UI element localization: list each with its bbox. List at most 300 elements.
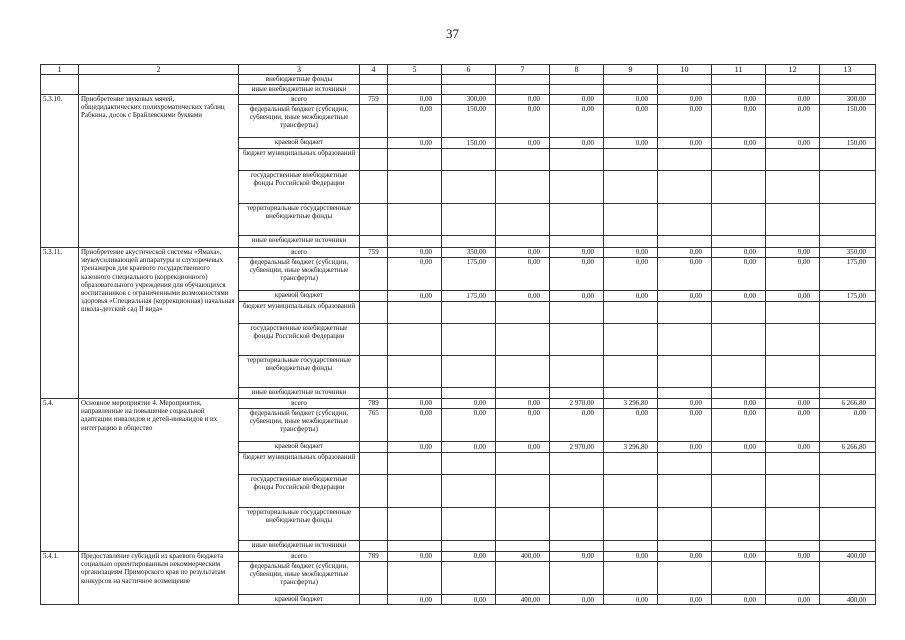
amount-cell: 0,00 <box>388 291 442 302</box>
amount-cell <box>388 453 442 475</box>
amount-cell: 400,00 <box>820 552 876 562</box>
amount-cell: 0,00 <box>712 105 766 138</box>
amount-cell <box>658 324 712 356</box>
item-title-cell: Приобретение акустической системы «Ямаха», звукоусиливающей аппаратуры и слухоречевых тренажеров для краевого государственного казенного специального (коррекционного) образовательного учреждения для обучающихся воспитанников с ограниченными возможностями здоровья «Специальная (коррекционная) начальная школа-детский сад II вида» <box>79 248 239 399</box>
amount-cell <box>712 149 766 171</box>
amount-cell <box>820 562 876 595</box>
table-row <box>41 399 876 409</box>
funding-source-cell: федеральный бюджет (субсидии, субвенции, иные межбюджетные трансферты) <box>239 105 360 138</box>
funding-source-cell: бюджет муниципальных образований <box>239 149 360 171</box>
amount-cell <box>496 453 550 475</box>
amount-cell: 150,00 <box>820 105 876 138</box>
code-cell <box>360 291 388 302</box>
amount-cell <box>658 236 712 248</box>
code-cell: 759 <box>360 248 388 258</box>
funding-source-cell: краевой бюджет <box>239 442 360 453</box>
amount-cell: 0,00 <box>496 258 550 291</box>
amount-cell <box>604 562 658 595</box>
amount-cell: 0,00 <box>550 95 604 105</box>
amount-cell: 0,00 <box>712 291 766 302</box>
amount-cell <box>820 453 876 475</box>
amount-cell <box>388 562 442 595</box>
amount-cell: 3 296,80 <box>604 399 658 409</box>
amount-cell <box>658 204 712 236</box>
amount-cell: 0,00 <box>712 409 766 442</box>
amount-cell: 0,00 <box>496 105 550 138</box>
amount-cell <box>712 453 766 475</box>
amount-cell: 0,00 <box>442 399 496 409</box>
amount-cell: 0,00 <box>496 95 550 105</box>
amount-cell <box>604 356 658 388</box>
amount-cell <box>820 85 876 95</box>
amount-cell: 0,00 <box>388 258 442 291</box>
amount-cell <box>604 541 658 552</box>
amount-cell: 150,00 <box>442 105 496 138</box>
amount-cell <box>820 388 876 399</box>
amount-cell <box>604 475 658 508</box>
amount-cell: 0,00 <box>496 399 550 409</box>
amount-cell <box>766 475 820 508</box>
column-header: 2 <box>79 65 239 75</box>
amount-cell: 0,00 <box>604 248 658 258</box>
amount-cell <box>820 75 876 85</box>
amount-cell: 0,00 <box>712 258 766 291</box>
amount-cell <box>712 475 766 508</box>
amount-cell <box>712 508 766 541</box>
amount-cell: 0,00 <box>496 138 550 149</box>
amount-cell <box>820 324 876 356</box>
funding-source-cell: территориальные государственные внебюджетные фонды <box>239 508 360 541</box>
amount-cell <box>496 149 550 171</box>
table-row <box>41 248 876 258</box>
amount-cell <box>442 149 496 171</box>
item-number-cell: 5.3.10. <box>41 95 79 248</box>
amount-cell: 0,00 <box>550 552 604 562</box>
amount-cell <box>712 562 766 595</box>
item-title-cell <box>79 75 239 95</box>
funding-source-cell: внебюджетные фонды <box>239 75 360 85</box>
amount-cell <box>388 302 442 324</box>
item-number-cell <box>41 75 79 95</box>
amount-cell <box>604 204 658 236</box>
code-cell: 789 <box>360 399 388 409</box>
amount-cell <box>550 85 604 95</box>
amount-cell: 0,00 <box>766 95 820 105</box>
amount-cell <box>550 324 604 356</box>
funding-source-cell: краевой бюджет <box>239 138 360 149</box>
amount-cell <box>604 236 658 248</box>
amount-cell: 0,00 <box>820 409 876 442</box>
amount-cell: 150,00 <box>820 138 876 149</box>
amount-cell: 0,00 <box>550 595 604 605</box>
column-header: 6 <box>442 65 496 75</box>
code-cell <box>360 595 388 605</box>
amount-cell <box>550 508 604 541</box>
table-row <box>41 95 876 105</box>
amount-cell: 6 266,80 <box>820 399 876 409</box>
amount-cell: 0,00 <box>388 595 442 605</box>
amount-cell: 0,00 <box>712 442 766 453</box>
amount-cell: 6 266,80 <box>820 442 876 453</box>
amount-cell <box>712 85 766 95</box>
amount-cell <box>712 171 766 204</box>
code-cell <box>360 324 388 356</box>
amount-cell <box>388 541 442 552</box>
amount-cell <box>442 75 496 85</box>
amount-cell <box>766 356 820 388</box>
amount-cell: 400,00 <box>820 595 876 605</box>
code-cell <box>360 453 388 475</box>
amount-cell <box>496 356 550 388</box>
amount-cell <box>496 75 550 85</box>
amount-cell: 0,00 <box>766 595 820 605</box>
amount-cell <box>820 149 876 171</box>
funding-source-cell: государственные внебюджетные фонды Российской Федерации <box>239 475 360 508</box>
code-cell <box>360 105 388 138</box>
amount-cell: 0,00 <box>658 105 712 138</box>
amount-cell <box>388 356 442 388</box>
amount-cell: 0,00 <box>766 552 820 562</box>
amount-cell <box>766 453 820 475</box>
amount-cell: 0,00 <box>388 552 442 562</box>
funding-source-cell: иные внебюджетные источники <box>239 85 360 95</box>
amount-cell: 0,00 <box>442 442 496 453</box>
amount-cell <box>712 75 766 85</box>
funding-source-cell: всего <box>239 95 360 105</box>
amount-cell <box>550 475 604 508</box>
funding-source-cell: иные внебюджетные источники <box>239 236 360 248</box>
amount-cell: 175,00 <box>442 258 496 291</box>
amount-cell <box>604 171 658 204</box>
amount-cell <box>550 204 604 236</box>
amount-cell: 2 970,00 <box>550 442 604 453</box>
amount-cell <box>388 324 442 356</box>
amount-cell <box>766 562 820 595</box>
amount-cell <box>712 541 766 552</box>
column-header: 11 <box>712 65 766 75</box>
column-header: 3 <box>239 65 360 75</box>
item-number-cell: 5.4.1. <box>41 552 79 605</box>
amount-cell <box>658 388 712 399</box>
amount-cell: 0,00 <box>496 248 550 258</box>
amount-cell <box>766 236 820 248</box>
amount-cell: 0,00 <box>550 248 604 258</box>
amount-cell: 0,00 <box>712 552 766 562</box>
code-cell <box>360 302 388 324</box>
amount-cell: 350,00 <box>820 248 876 258</box>
amount-cell: 150,00 <box>442 138 496 149</box>
amount-cell <box>712 302 766 324</box>
amount-cell <box>766 388 820 399</box>
amount-cell <box>766 75 820 85</box>
amount-cell <box>820 508 876 541</box>
amount-cell: 0,00 <box>388 409 442 442</box>
amount-cell <box>820 541 876 552</box>
amount-cell <box>604 302 658 324</box>
amount-cell <box>496 171 550 204</box>
column-header: 10 <box>658 65 712 75</box>
amount-cell <box>658 356 712 388</box>
amount-cell: 0,00 <box>604 595 658 605</box>
amount-cell: 0,00 <box>658 138 712 149</box>
amount-cell: 0,00 <box>658 291 712 302</box>
amount-cell <box>442 171 496 204</box>
amount-cell <box>442 508 496 541</box>
code-cell <box>360 75 388 85</box>
amount-cell <box>442 562 496 595</box>
funding-source-cell: территориальные государственные внебюджетные фонды <box>239 356 360 388</box>
amount-cell <box>442 388 496 399</box>
amount-cell <box>442 453 496 475</box>
amount-cell <box>820 236 876 248</box>
amount-cell: 0,00 <box>766 291 820 302</box>
funding-source-cell: государственные внебюджетные фонды Российской Федерации <box>239 171 360 204</box>
amount-cell <box>442 85 496 95</box>
amount-cell <box>388 204 442 236</box>
amount-cell <box>388 171 442 204</box>
funding-source-cell: краевой бюджет <box>239 595 360 605</box>
amount-cell: 0,00 <box>658 258 712 291</box>
amount-cell <box>658 562 712 595</box>
amount-cell <box>766 324 820 356</box>
amount-cell <box>442 204 496 236</box>
amount-cell <box>712 388 766 399</box>
amount-cell: 0,00 <box>388 95 442 105</box>
amount-cell <box>442 541 496 552</box>
amount-cell: 0,00 <box>712 248 766 258</box>
amount-cell <box>442 356 496 388</box>
amount-cell <box>388 85 442 95</box>
amount-cell: 0,00 <box>712 399 766 409</box>
amount-cell: 0,00 <box>604 95 658 105</box>
amount-cell: 0,00 <box>658 409 712 442</box>
amount-cell: 0,00 <box>550 409 604 442</box>
amount-cell <box>766 302 820 324</box>
code-cell: 759 <box>360 95 388 105</box>
item-title-cell: Основное мероприятие 4. Мероприятия, направленные на повышение социальной адаптации инвалидов и детей-инвалидов и их интеграцию в общество <box>79 399 239 552</box>
amount-cell: 0,00 <box>604 138 658 149</box>
amount-cell: 0,00 <box>712 95 766 105</box>
amount-cell: 0,00 <box>604 105 658 138</box>
funding-source-cell: государственные внебюджетные фонды Российской Федерации <box>239 324 360 356</box>
amount-cell <box>550 453 604 475</box>
amount-cell <box>766 149 820 171</box>
amount-cell: 0,00 <box>550 291 604 302</box>
amount-cell: 0,00 <box>388 399 442 409</box>
amount-cell: 0,00 <box>766 258 820 291</box>
amount-cell: 0,00 <box>766 248 820 258</box>
amount-cell: 300,00 <box>820 95 876 105</box>
amount-cell: 0,00 <box>766 105 820 138</box>
amount-cell <box>766 541 820 552</box>
code-cell <box>360 562 388 595</box>
amount-cell <box>766 508 820 541</box>
amount-cell: 0,00 <box>766 442 820 453</box>
amount-cell <box>766 171 820 204</box>
column-header: 13 <box>820 65 876 75</box>
amount-cell: 0,00 <box>550 138 604 149</box>
item-title-cell: Предоставление субсидий из краевого бюджета социально ориентированным некоммерческим организациям Приморского края по результатам конкурсов на частичное возмещение <box>79 552 239 605</box>
funding-source-cell: федеральный бюджет (субсидии, субвенции, иные межбюджетные трансферты) <box>239 562 360 595</box>
amount-cell <box>604 85 658 95</box>
funding-source-cell: всего <box>239 552 360 562</box>
amount-cell <box>496 324 550 356</box>
amount-cell: 175,00 <box>820 291 876 302</box>
code-cell <box>360 149 388 171</box>
item-title-cell: Приобретение звуковых мячей, общедидактических полихроматических таблиц Рабкина, досок с Брайлевскими буквами <box>79 95 239 248</box>
amount-cell: 0,00 <box>766 409 820 442</box>
code-cell <box>360 442 388 453</box>
amount-cell <box>766 204 820 236</box>
amount-cell <box>766 85 820 95</box>
amount-cell: 0,00 <box>658 595 712 605</box>
table-row <box>41 552 876 562</box>
code-cell <box>360 356 388 388</box>
amount-cell: 0,00 <box>712 138 766 149</box>
amount-cell <box>658 149 712 171</box>
amount-cell <box>604 75 658 85</box>
amount-cell: 0,00 <box>388 138 442 149</box>
code-cell <box>360 85 388 95</box>
amount-cell <box>658 302 712 324</box>
amount-cell <box>604 508 658 541</box>
amount-cell <box>388 388 442 399</box>
code-cell <box>360 388 388 399</box>
amount-cell <box>604 149 658 171</box>
amount-cell <box>496 541 550 552</box>
amount-cell: 0,00 <box>442 595 496 605</box>
amount-cell <box>658 171 712 204</box>
amount-cell <box>442 475 496 508</box>
amount-cell <box>550 149 604 171</box>
amount-cell: 0,00 <box>658 442 712 453</box>
amount-cell <box>658 475 712 508</box>
amount-cell <box>388 236 442 248</box>
amount-cell <box>496 85 550 95</box>
amount-cell <box>496 475 550 508</box>
funding-source-cell: федеральный бюджет (субсидии, субвенции, иные межбюджетные трансферты) <box>239 258 360 291</box>
page-number: 37 <box>446 26 459 41</box>
amount-cell: 0,00 <box>658 399 712 409</box>
amount-cell <box>550 562 604 595</box>
amount-cell: 0,00 <box>388 442 442 453</box>
amount-cell <box>496 508 550 541</box>
amount-cell <box>442 302 496 324</box>
amount-cell: 0,00 <box>712 595 766 605</box>
amount-cell <box>388 149 442 171</box>
amount-cell: 0,00 <box>442 552 496 562</box>
column-header: 12 <box>766 65 820 75</box>
amount-cell <box>820 475 876 508</box>
column-header: 5 <box>388 65 442 75</box>
amount-cell <box>712 324 766 356</box>
code-cell <box>360 475 388 508</box>
amount-cell: 0,00 <box>604 552 658 562</box>
code-cell <box>360 204 388 236</box>
amount-cell <box>658 85 712 95</box>
amount-cell: 0,00 <box>496 409 550 442</box>
amount-cell <box>388 475 442 508</box>
column-header: 1 <box>41 65 79 75</box>
amount-cell: 0,00 <box>658 95 712 105</box>
amount-cell <box>658 75 712 85</box>
amount-cell <box>820 204 876 236</box>
amount-cell: 0,00 <box>442 409 496 442</box>
amount-cell <box>496 562 550 595</box>
amount-cell <box>550 541 604 552</box>
amount-cell: 400,00 <box>496 552 550 562</box>
amount-cell <box>604 453 658 475</box>
amount-cell: 175,00 <box>820 258 876 291</box>
amount-cell: 0,00 <box>604 258 658 291</box>
item-number-cell: 5.3.11. <box>41 248 79 399</box>
funding-source-cell: краевой бюджет <box>239 291 360 302</box>
column-header-row <box>41 65 876 75</box>
amount-cell <box>658 541 712 552</box>
funding-source-cell: всего <box>239 399 360 409</box>
amount-cell: 300,00 <box>442 95 496 105</box>
funding-source-cell: бюджет муниципальных образований <box>239 453 360 475</box>
item-number-cell: 5.4. <box>41 399 79 552</box>
code-cell <box>360 541 388 552</box>
code-cell: 765 <box>360 409 388 442</box>
amount-cell <box>604 388 658 399</box>
amount-cell <box>496 388 550 399</box>
amount-cell: 350,00 <box>442 248 496 258</box>
amount-cell <box>442 324 496 356</box>
funding-source-cell: территориальные государственные внебюджетные фонды <box>239 204 360 236</box>
amount-cell <box>658 508 712 541</box>
amount-cell: 0,00 <box>766 138 820 149</box>
funding-source-cell: федеральный бюджет (субсидии, субвенции, иные межбюджетные трансферты) <box>239 409 360 442</box>
column-header: 9 <box>604 65 658 75</box>
funding-source-cell: иные внебюджетные источники <box>239 541 360 552</box>
amount-cell: 2 970,00 <box>550 399 604 409</box>
amount-cell: 0,00 <box>496 442 550 453</box>
amount-cell <box>496 204 550 236</box>
amount-cell <box>712 204 766 236</box>
amount-cell <box>496 236 550 248</box>
funding-source-cell: иные внебюджетные источники <box>239 388 360 399</box>
code-cell <box>360 236 388 248</box>
amount-cell: 0,00 <box>550 258 604 291</box>
amount-cell: 0,00 <box>766 399 820 409</box>
amount-cell: 0,00 <box>388 105 442 138</box>
amount-cell: 400,00 <box>496 595 550 605</box>
amount-cell: 0,00 <box>604 291 658 302</box>
amount-cell <box>712 356 766 388</box>
amount-cell <box>550 236 604 248</box>
budget-table <box>40 64 876 605</box>
amount-cell: 0,00 <box>604 409 658 442</box>
amount-cell <box>658 453 712 475</box>
amount-cell: 0,00 <box>658 552 712 562</box>
column-header: 8 <box>550 65 604 75</box>
amount-cell <box>550 302 604 324</box>
amount-cell <box>820 356 876 388</box>
code-cell <box>360 508 388 541</box>
code-cell <box>360 171 388 204</box>
amount-cell <box>550 171 604 204</box>
code-cell: 789 <box>360 552 388 562</box>
amount-cell: 0,00 <box>496 291 550 302</box>
amount-cell <box>550 388 604 399</box>
amount-cell <box>712 236 766 248</box>
column-header: 7 <box>496 65 550 75</box>
amount-cell <box>550 356 604 388</box>
amount-cell: 0,00 <box>388 248 442 258</box>
amount-cell <box>820 302 876 324</box>
